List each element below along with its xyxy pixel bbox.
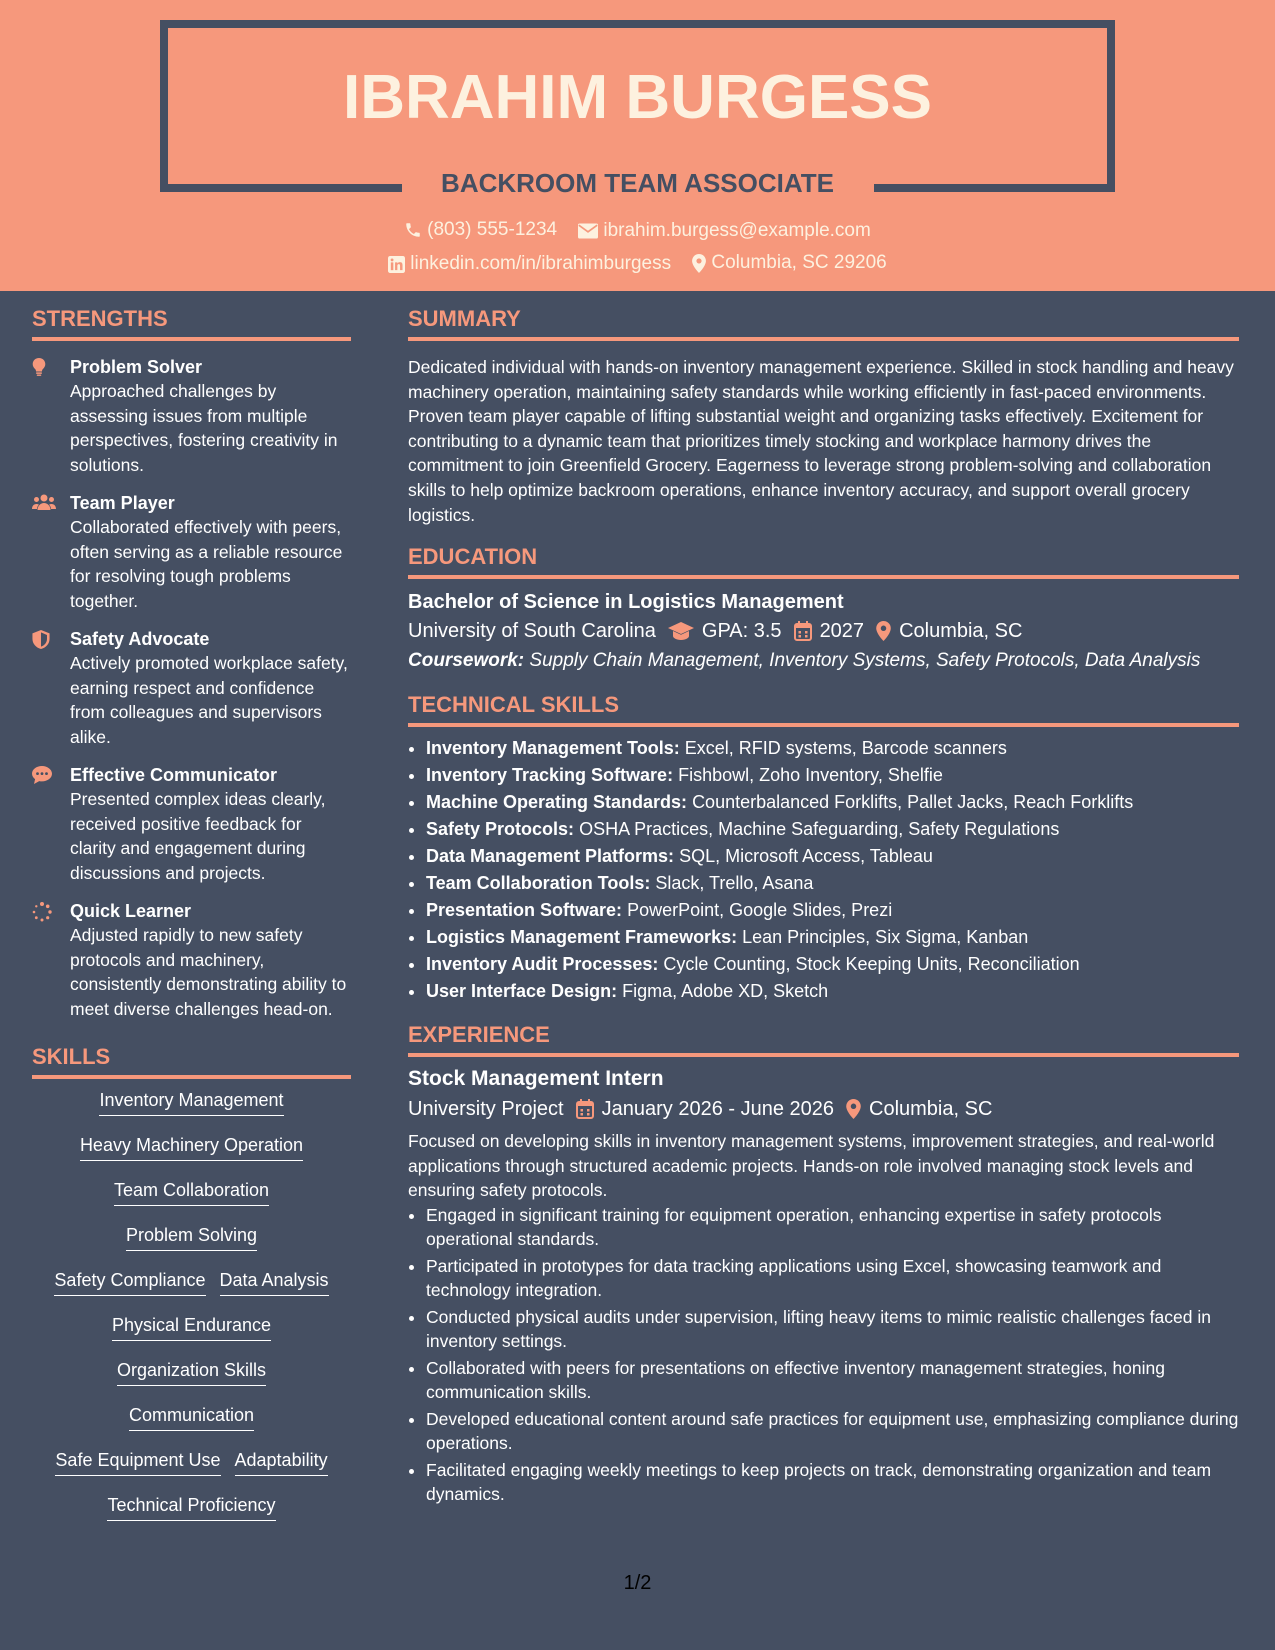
skill-tag: Organization Skills (117, 1357, 266, 1386)
strength-desc: Approached challenges by assessing issues from multiple perspectives, fostering creativity in solutions. (70, 381, 338, 475)
experience-location: Columbia, SC (869, 1098, 993, 1121)
phone-icon (404, 221, 422, 239)
strength-title: Problem Solver (70, 357, 203, 377)
contact-email[interactable] (578, 220, 870, 242)
page-number: 1/2 (623, 1572, 652, 1594)
list-item: • Engaged in significant training for equipment operation, enhancing expertise in safety protocols operational standards. (426, 1203, 1239, 1252)
education-gpa: GPA: 3.5 (701, 620, 782, 643)
strength-item (32, 627, 351, 749)
strengths-heading: STRENGTHS (32, 305, 351, 341)
strength-item (32, 355, 351, 477)
education-school: University of South Carolina (408, 620, 656, 643)
skill-tag: Data Analysis (220, 1267, 329, 1296)
list-item: • Inventory Audit Processes: Cycle Counting, Stock Keeping Units, Reconciliation (426, 951, 1239, 978)
skill-tag: Heavy Machinery Operation (80, 1132, 303, 1161)
skill-tag: Safety Compliance (54, 1267, 205, 1296)
lightbulb-icon (32, 358, 46, 376)
map-pin-icon (692, 254, 706, 273)
linkedin-text: linkedin.com/in/ibrahimburgess (410, 253, 672, 274)
technical-skills-list (408, 735, 1239, 1005)
list-item: • Inventory Tracking Software: Fishbowl, Zoho Inventory, Shelfie (426, 762, 1239, 789)
email-text: ibrahim.burgess@example.com (603, 220, 871, 241)
experience-heading: EXPERIENCE (408, 1021, 1239, 1057)
chat-icon (32, 766, 52, 784)
strength-desc: Presented complex ideas clearly, received positive feedback for clarity and engagement during discussions and projects. (70, 789, 326, 883)
users-icon (32, 494, 56, 510)
strength-title: Quick Learner (70, 901, 192, 921)
education-location: Columbia, SC (899, 620, 1023, 643)
experience-desc: Focused on developing skills in inventory management systems, improvement strategies, and real-world applications through structured academic projects. Hands-on role involved managing stock levels and ensuring safety protocols. (408, 1131, 1215, 1201)
experience-org: University Project (408, 1098, 564, 1121)
education-year: 2027 (819, 620, 865, 643)
list-item: • Logistics Management Frameworks: Lean Principles, Six Sigma, Kanban (426, 924, 1239, 951)
list-item: • Machine Operating Standards: Counterbalanced Forklifts, Pallet Jacks, Reach Forklifts (426, 789, 1239, 816)
education-degree: Bachelor of Science in Logistics Management (408, 591, 844, 614)
graduation-cap-icon (668, 622, 694, 640)
education-meta (408, 615, 1239, 647)
header-banner (0, 0, 1275, 291)
contact-location (692, 252, 886, 274)
list-item: • Collaborated with peers for presentations on effective inventory management strategies, honing communication skills. (426, 1356, 1239, 1405)
skill-tag: Physical Endurance (112, 1312, 271, 1341)
left-column (32, 305, 351, 1537)
shield-icon (32, 630, 50, 649)
list-item: • Safety Protocols: OSHA Practices, Machine Safeguarding, Safety Regulations (426, 816, 1239, 843)
education-coursework (408, 649, 1239, 673)
contact-linkedin[interactable] (388, 253, 671, 275)
experience-title: Stock Management Intern (408, 1067, 664, 1091)
experience-bullets (408, 1203, 1239, 1507)
strength-desc: Collaborated effectively with peers, often serving as a reliable resource for resolving tough problems together. (70, 517, 343, 611)
list-item: • Team Collaboration Tools: Slack, Trello, Asana (426, 870, 1239, 897)
calendar-icon (794, 621, 812, 641)
contact-row-1 (0, 219, 1275, 245)
map-pin-icon (876, 621, 891, 641)
strength-title: Effective Communicator (70, 765, 278, 785)
skill-tag: Inventory Management (99, 1087, 283, 1116)
skill-tag: Problem Solving (126, 1222, 257, 1251)
location-text: Columbia, SC 29206 (711, 252, 887, 273)
strength-desc: Actively promoted workplace safety, earning respect and confidence from colleagues and supervisors alike. (70, 653, 348, 747)
technical-skills-heading: TECHNICAL SKILLS (408, 691, 1239, 727)
list-item: • Presentation Software: PowerPoint, Google Slides, Prezi (426, 897, 1239, 924)
education-heading: EDUCATION (408, 543, 1239, 579)
phone-text: (803) 555-1234 (427, 219, 558, 240)
strength-item (32, 763, 351, 885)
map-pin-icon (846, 1099, 861, 1119)
summary-heading: SUMMARY (408, 305, 1239, 341)
skill-tag: Adaptability (235, 1447, 328, 1476)
contact-row-2 (0, 252, 1275, 279)
experience-meta (408, 1093, 1239, 1125)
summary-text: Dedicated individual with hands-on inventory management experience. Skilled in stock handling and heavy machinery operation, maintaining safety standards while working efficiently in fast-paced environments. Proven team player capable of lifting substantial weight and organizing tasks effectively. Excitement for contributing to a dynamic team that prioritizes timely stocking and workplace harmony drives the commitment to join Greenfield Grocery. Eagerness to leverage strong problem-solving and collaboration skills to help optimize backroom operations, enhance inventory accuracy, and support overall grocery logistics. (408, 357, 1234, 525)
strength-title: Safety Advocate (70, 629, 210, 649)
list-item: • Inventory Management Tools: Excel, RFID systems, Barcode scanners (426, 735, 1239, 762)
list-item: • Facilitated engaging weekly meetings to keep projects on track, demonstrating organization and team dynamics. (426, 1458, 1239, 1507)
contact-phone[interactable] (404, 219, 557, 241)
calendar-icon (576, 1099, 594, 1119)
spinner-icon (32, 902, 52, 922)
candidate-name: IBRAHIM BURGESS (342, 63, 933, 132)
strength-desc: Adjusted rapidly to new safety protocols and machinery, consistently demonstrating ability to meet diverse challenges head-on. (70, 925, 347, 1019)
strength-title: Team Player (70, 493, 175, 513)
skill-tag: Safe Equipment Use (55, 1447, 220, 1476)
email-icon (578, 223, 598, 239)
list-item: • User Interface Design: Figma, Adobe XD, Sketch (426, 978, 1239, 1005)
list-item: • Conducted physical audits under supervision, lifting heavy items to mimic realistic challenges faced in inventory settings. (426, 1305, 1239, 1354)
list-item: • Participated in prototypes for data tracking applications using Excel, showcasing teamwork and technology integration. (426, 1254, 1239, 1303)
coursework-text: Supply Chain Management, Inventory Systems, Safety Protocols, Data Analysis (529, 650, 1201, 672)
strength-item (32, 491, 351, 613)
strength-item (32, 899, 351, 1021)
skill-tag: Technical Proficiency (107, 1492, 275, 1521)
coursework-label: Coursework: (408, 650, 525, 672)
job-title: BACKROOM TEAM ASSOCIATE (441, 168, 834, 198)
linkedin-icon (388, 256, 405, 273)
list-item: • Data Management Platforms: SQL, Microsoft Access, Tableau (426, 843, 1239, 870)
skill-tag: Team Collaboration (114, 1177, 269, 1206)
skills-list (32, 1087, 351, 1537)
skills-heading: SKILLS (32, 1043, 351, 1079)
skill-tag: Communication (129, 1402, 254, 1431)
experience-dates: January 2026 - June 2026 (601, 1098, 835, 1121)
list-item: • Developed educational content around safe practices for equipment use, emphasizing compliance during operations. (426, 1407, 1239, 1456)
right-column (408, 305, 1239, 1509)
